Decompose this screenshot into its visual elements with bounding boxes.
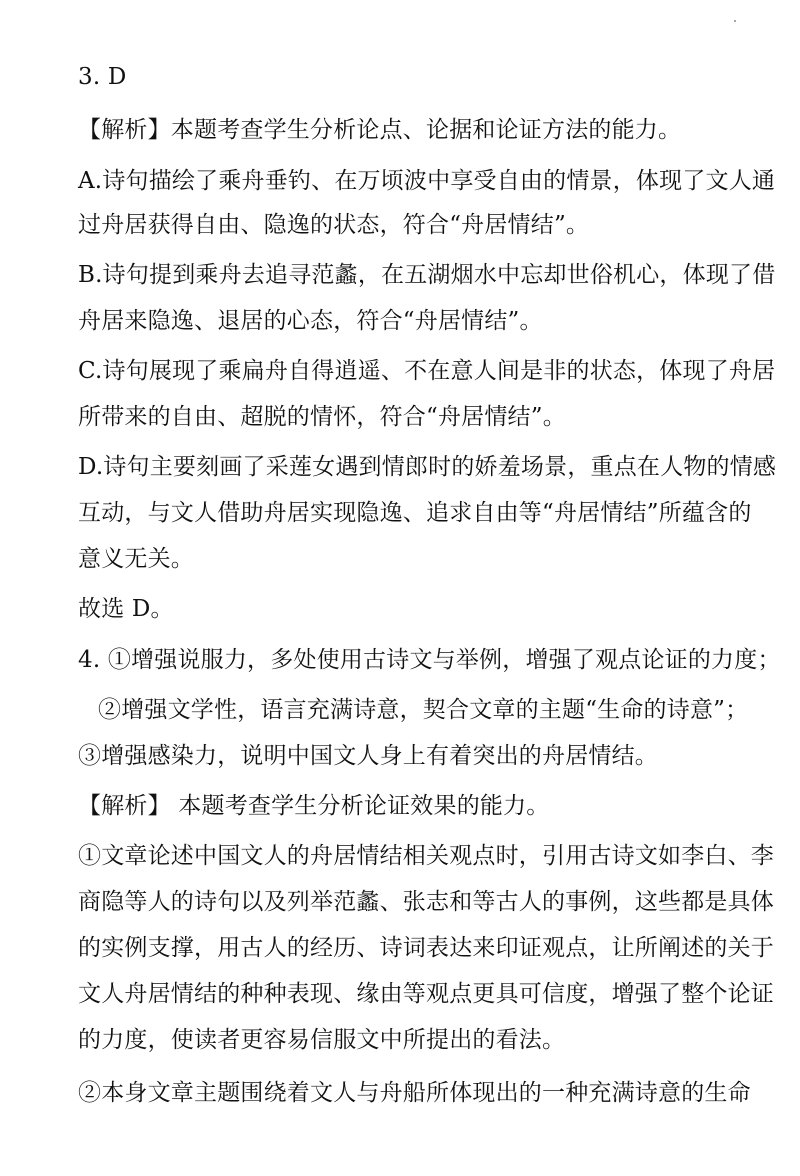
answer-3-analysis-label: 【解析】本题考查学生分析论点、论据和论证方法的能力。 [78,117,682,143]
answer-3-number: 3. D [78,64,127,90]
answer-4-point-2: ②增强文学性，语言充满诗意，契合文章的主题“生命的诗意”； [98,697,749,723]
option-b-line-2: 舟居来隐逸、退居的心态，符合“舟居情结”。 [78,308,543,334]
answer-4-analysis-label: 【解析】 本题考查学生分析论证效果的能力。 [78,793,550,819]
answer-4-para-1-line-3: 的实例支撑，用古人的经历、诗词表达来印证观点，让所阐述的关于 [78,935,774,961]
answer-4-para-1-line-5: 的力度，使读者更容易信服文中所提出的看法。 [78,1027,566,1053]
answer-4-point-3: ③增强感染力，说明中国文人身上有着突出的舟居情结。 [78,743,658,769]
option-d-line-1: D.诗句主要刻画了采莲女遇到情郎时的娇羞场景，重点在人物的情感 [78,454,777,480]
option-d-line-3: 意义无关。 [78,546,194,572]
option-b-line-1: B.诗句提到乘舟去追寻范蠡，在五湖烟水中忘却世俗机心，体现了借 [78,262,776,288]
option-d-line-2: 互动，与文人借助舟居实现隐逸、追求自由等“舟居情结”所蕴含的 [78,500,752,526]
scan-speck [734,20,736,22]
option-c-line-1: C.诗句展现了乘扁舟自得逍遥、不在意人间是非的状态，体现了舟居 [78,358,776,384]
option-a-line-1: A.诗句描绘了乘舟垂钓、在万顷波中享受自由的情景，体现了文人通 [78,168,776,194]
answer-4-para-2-line-1: ②本身文章主题围绕着文人与舟船所体现出的一种充满诗意的生命 [78,1080,751,1106]
answer-3-conclusion: 故选 D。 [78,596,174,622]
answer-4-point-1: 4. ①增强说服力，多处使用古诗文与举例，增强了观点论证的力度； [78,647,781,673]
option-a-line-2: 过舟居获得自由、隐逸的状态，符合“舟居情结”。 [78,212,590,238]
option-c-line-2: 所带来的自由、超脱的情怀，符合“舟居情结”。 [78,404,566,430]
answer-4-para-1-line-1: ①文章论述中国文人的舟居情结相关观点时，引用古诗文如李白、李 [78,843,774,869]
answer-4-para-1-line-4: 文人舟居情结的种种表现、缘由等观点更具可信度，增强了整个论证 [78,981,774,1007]
answer-4-para-1-line-2: 商隐等人的诗句以及列举范蠡、张志和等古人的事例，这些都是具体 [78,889,774,915]
